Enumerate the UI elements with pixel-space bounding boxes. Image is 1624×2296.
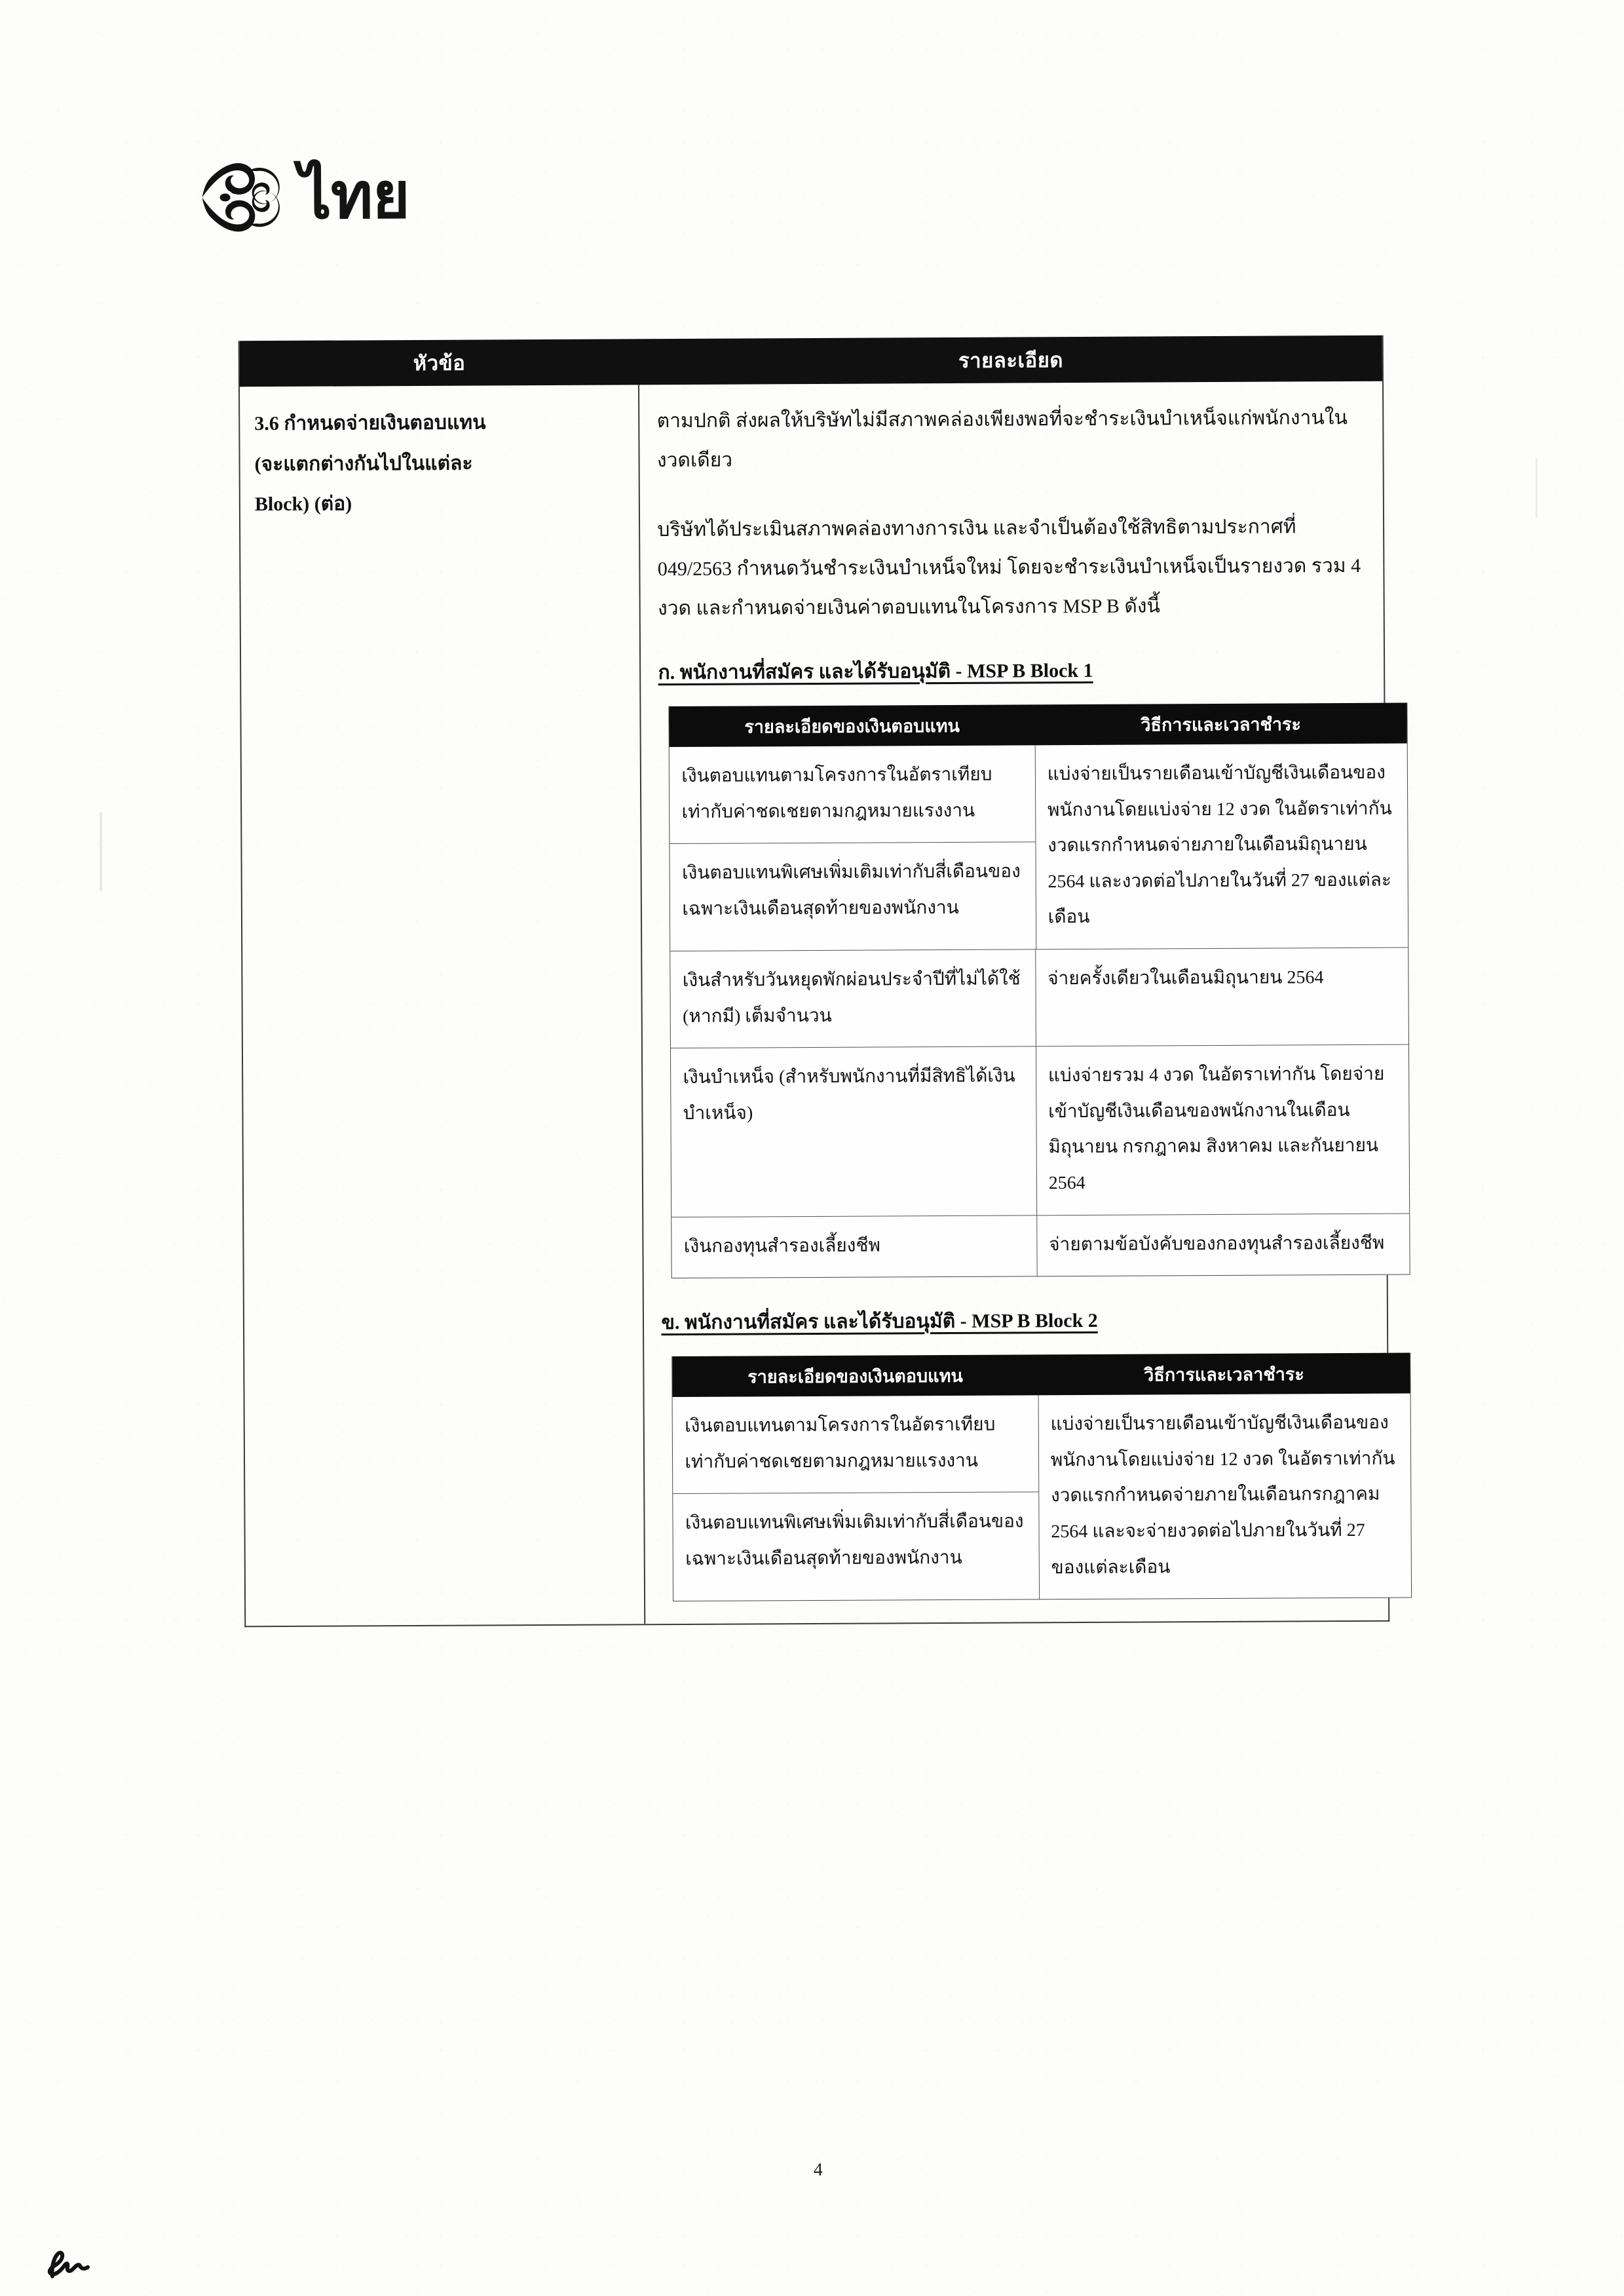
page-number: 4 (813, 2159, 823, 2181)
handwritten-signature-mark (38, 2240, 117, 2282)
details-paragraph-1: ตามปกติ ส่งผลให้บริษัทไม่มีสภาพคล่องเพียงพอที่จะชำระเงินบำเหน็จแก่พนักงานในงวดเดียว (656, 406, 1348, 472)
block1-table (669, 703, 1410, 1279)
block2-table (672, 1353, 1412, 1601)
scan-speck (100, 813, 102, 891)
details-paragraph-2: บริษัทได้ประเมินสภาพคล่องทางการเงิน และจำเป็นต้องใช้สิทธิตามประกาศที่ 049/2563 กำหนดวันชำระเงินบำเหน็จใหม่ โดยจะชำระเงินบำเหน็จเป็นรายงวด รวม 4 งวด และกำหนดจ่ายเงินค่าตอบแทนในโครงการ MSP B ดังนี้ (657, 516, 1361, 620)
topic-line-2: (จะแตกต่างกันไปในแต่ละ (254, 452, 473, 475)
block1-row-2-detail: เงินตอบแทนพิเศษเพิ่มเติมเท่ากับสี่เดือนของเฉพาะเงินเดือนสุดท้ายของพนักงาน (681, 861, 1021, 919)
block1-row-4-method: แบ่งจ่ายรวม 4 งวด ในอัตราเท่ากัน โดยจ่ายเข้าบัญชีเงินเดือนของพนักงานในเดือนมิถุนายน กรกฎาคม สิงหาคม และกันยายน 2564 (1036, 1045, 1410, 1215)
topic-cell (240, 385, 646, 1626)
block1-row-5 (672, 1214, 1410, 1278)
block1-row-4-detail: เงินบำเหน็จ (สำหรับพนักงานที่มีสิทธิได้เงินบำเหน็จ) (671, 1046, 1037, 1217)
block1-row-3 (671, 947, 1409, 1049)
block1-row-5-detail: เงินกองทุนสำรองเลี้ยงชีพ (672, 1215, 1038, 1278)
block1-row-1-method: แบ่งจ่ายเป็นรายเดือนเข้าบัญชีเงินเดือนของพนักงานโดยแบ่งจ่าย 12 งวด ในอัตราเท่ากัน งวดแรกกำหนดจ่ายภายในเดือนมิถุนายน 2564 และงวดต่อไปภายในวันที่ 27 ของแต่ละเดือน (1034, 744, 1408, 949)
main-table-header-details: รายละเอียด (958, 349, 1064, 372)
block2-header-detail: รายละเอียดของเงินตอบแทน (747, 1366, 963, 1387)
block2-row-1-detail: เงินตอบแทนตามโครงการในอัตราเทียบเท่ากับค่าชดเชยตามกฎหมายแรงงาน (673, 1395, 1038, 1494)
block1-header-method: วิธีการและเวลาชำระ (1141, 714, 1302, 735)
block2-rowgroup-1 (673, 1394, 1412, 1601)
block1-row-1-detail: เงินตอบแทนตามโครงการในอัตราเทียบเท่ากับค่าชดเชยตามกฎหมายแรงงาน (670, 745, 1035, 844)
topic-line-1: 3.6 กำหนดจ่ายเงินตอบแทน (254, 411, 486, 435)
block1-row-3-detail: เงินสำหรับวันหยุดพักผ่อนประจำปีที่ไม่ได้ใช้ (หากมี) เต็มจำนวน (671, 949, 1036, 1048)
block2-heading: ข. พนักงานที่สมัคร และได้รับอนุมัติ - MSP B Block 2 (661, 1310, 1098, 1334)
logo-wordmark: ไทย (299, 161, 410, 233)
thai-airways-logo-icon (200, 159, 285, 237)
block1-header-detail: รายละเอียดของเงินตอบแทน (744, 716, 960, 737)
block1-detail-column-group (670, 745, 1036, 951)
block2-row-1-method: แบ่งจ่ายเป็นรายเดือนเข้าบัญชีเงินเดือนของพนักงานโดยแบ่งจ่าย 12 งวด ในอัตราเท่ากัน งวดแรกกำหนดจ่ายภายในเดือนกรกฎาคม 2564 และจะจ่ายงวดต่อไปภายในวันที่ 27 ของแต่ละเดือน (1038, 1394, 1411, 1599)
thai-airways-logo (200, 158, 409, 237)
block1-row-3-method: จ่ายครั้งเดียวในเดือนมิถุนายน 2564 (1036, 948, 1408, 1047)
main-table-header-topic: หัวข้อ (240, 339, 640, 387)
block1-header-row (670, 703, 1407, 748)
block2-header-method: วิธีการและเวลาชำระ (1144, 1364, 1304, 1385)
topic-line-3: Block) (ต่อ) (254, 493, 352, 516)
block2-row-2-detail: เงินตอบแทนพิเศษเพิ่มเติมเท่ากับสี่เดือนของเฉพาะเงินเดือนสุดท้ายของพนักงาน (685, 1511, 1024, 1569)
block1-rowgroup-1 (670, 744, 1408, 951)
block1-row-4 (671, 1045, 1409, 1217)
block2-header-row (673, 1353, 1410, 1398)
block1-row-5-method: จ่ายตามข้อบังคับของกองทุนสำรองเลี้ยงชีพ (1049, 1233, 1385, 1255)
main-table (238, 335, 1395, 1628)
scan-speck (1536, 459, 1538, 518)
details-cell (639, 381, 1395, 1624)
block2-detail-column-group (673, 1395, 1039, 1601)
main-table-header-row (240, 335, 1382, 387)
main-table-body-row (240, 381, 1395, 1626)
block1-heading: ก. พนักงานที่สมัคร และได้รับอนุมัติ - MSP B Block 1 (658, 659, 1093, 684)
